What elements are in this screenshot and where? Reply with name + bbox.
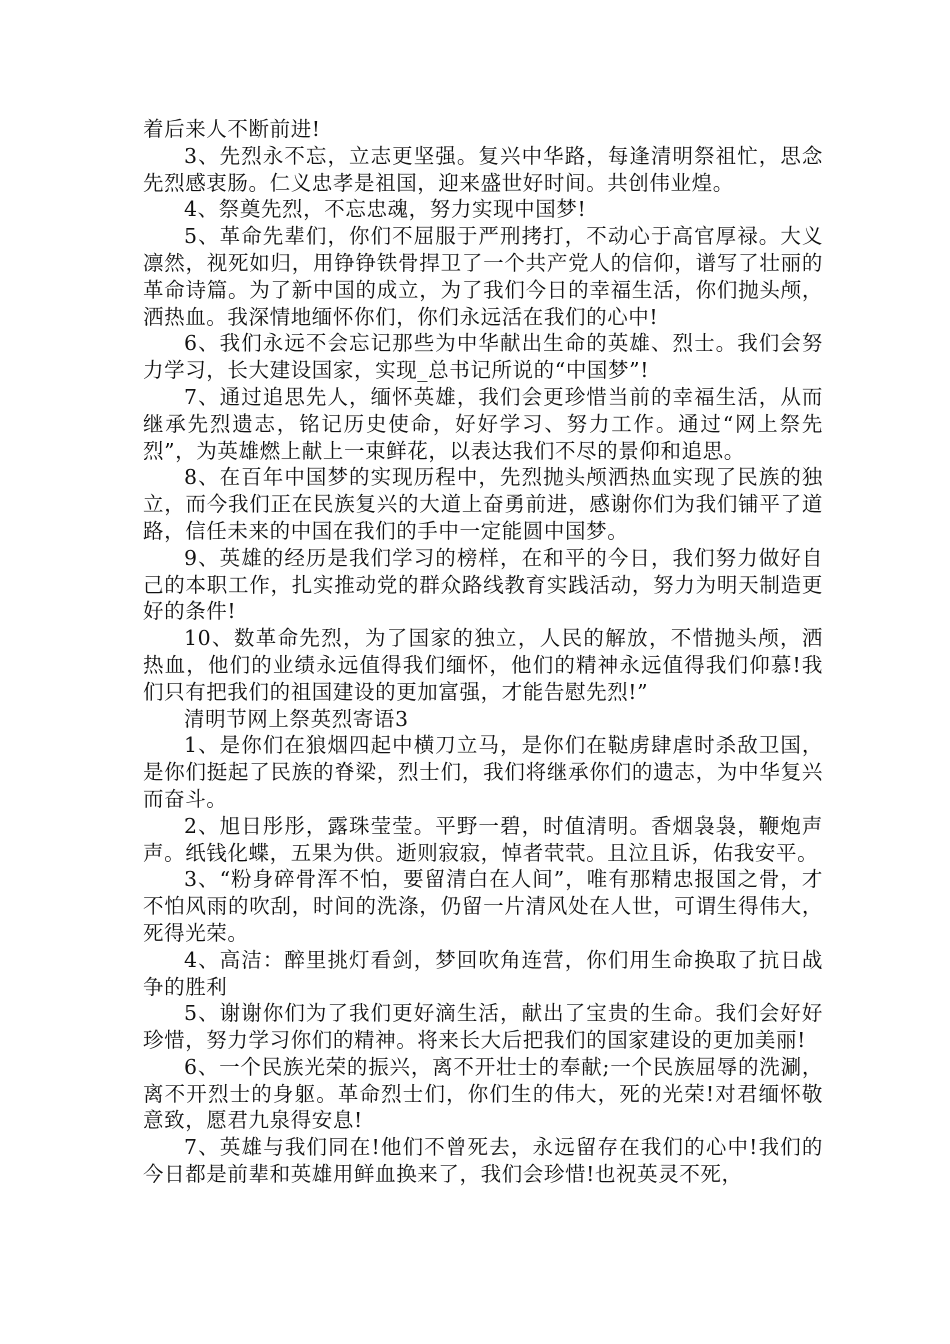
- paragraph-item-6: 6、我们永远不会忘记那些为中华献出生命的英雄、烈士。我们会努力学习，长大建设国家，实现_总书记所说的“中国梦”!: [143, 331, 823, 383]
- section3-item-2: 2、旭日彤彤，露珠莹莹。平野一碧，时值清明。香烟袅袅，鞭炮声声。纸钱化蝶，五果为供。逝则寂寂，悼者茕茕。且泣且诉，佑我安平。: [143, 813, 823, 865]
- paragraph-item-9: 9、英雄的经历是我们学习的榜样，在和平的今日，我们努力做好自己的本职工作，扎实推动党的群众路线教育实践活动，努力为明天制造更好的条件!: [143, 545, 823, 624]
- section3-item-4: 4、高洁：醉里挑灯看剑，梦回吹角连营，你们用生命换取了抗日战争的胜利: [143, 947, 823, 999]
- section3-item-5: 5、谢谢你们为了我们更好滴生活，献出了宝贵的生命。我们会好好珍惜，努力学习你们的精神。将来长大后把我们的国家建设的更加美丽!: [143, 1001, 823, 1053]
- paragraph-item-8: 8、在百年中国梦的实现历程中，先烈抛头颅洒热血实现了民族的独立，而今我们正在民族复兴的大道上奋勇前进，感谢你们为我们铺平了道路，信任未来的中国在我们的手中一定能圆中国梦。: [143, 465, 823, 543]
- document-body: [143, 116, 823, 1188]
- section3-item-3: 3、“粉身碎骨浑不怕，要留清白在人间”，唯有那精忠报国之骨，才不怕风雨的吹刮，时间的洗涤，仍留一片清风处在人世，可谓生得伟大，死得光荣。: [143, 867, 823, 945]
- paragraph-item-10: 10、数革命先烈，为了国家的独立，人民的解放，不惜抛头颅，洒热血，他们的业绩永远值得我们缅怀，他们的精神永远值得我们仰慕!我们只有把我们的祖国建设的更加富强，才能告慰先烈!”: [143, 626, 823, 704]
- section-heading: 清明节网上祭英烈寄语3: [184, 706, 409, 731]
- paragraph-item-3: 3、先烈永不忘，立志更坚强。复兴中华路，每逢清明祭祖忙，思念先烈感衷肠。仁义忠孝是祖国，迎来盛世好时间。共创伟业煌。: [143, 143, 823, 195]
- paragraph-item-4: 4、祭奠先烈，不忘忠魂，努力实现中国梦!: [184, 197, 587, 222]
- section3-item-1: 1、是你们在狼烟四起中横刀立马，是你们在鞑虏肆虐时杀敌卫国，是你们挺起了民族的脊梁，烈士们，我们将继承你们的遗志，为中华复兴而奋斗。: [143, 733, 823, 811]
- paragraph-item-7: 7、通过追思先人，缅怀英雄，我们会更珍惜当前的幸福生活，从而继承先烈遗志，铭记历史使命，好好学习、努力工作。通过“网上祭先烈”，为英雄燃上献上一束鲜花，以表达我们不尽的景仰和追思。: [143, 384, 823, 463]
- paragraph-item-5: 5、革命先辈们，你们不屈服于严刑拷打，不动心于高官厚禄。大义凛然，视死如归，用铮铮铁骨捍卫了一个共产党人的信仰，谱写了壮丽的革命诗篇。为了新中国的成立，为了我们今日的幸福生活，你们抛头颅，洒热血。我深情地缅怀你们，你们永远活在我们的心中!: [143, 224, 823, 329]
- section3-item-7: 7、英雄与我们同在!他们不曾死去，永远留存在我们的心中!我们的今日都是前辈和英雄用鲜血换来了，我们会珍惜!也祝英灵不死，: [143, 1135, 823, 1187]
- paragraph-continuation: 着后来人不断前进!: [143, 117, 321, 141]
- section3-item-6: 6、一个民族光荣的振兴，离不开壮士的奉献;一个民族屈辱的洗涮，离不开烈士的身躯。革命烈士们，你们生的伟大，死的光荣!对君缅怀敬意致，愿君九泉得安息!: [143, 1054, 823, 1133]
